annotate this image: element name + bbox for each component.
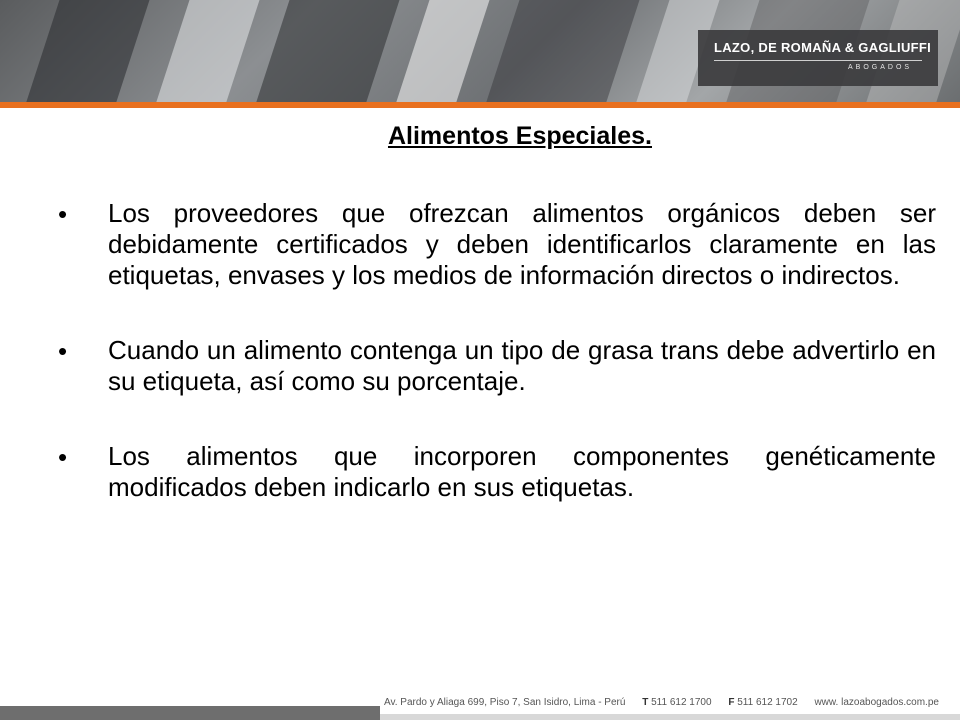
- brand-name: LAZO, DE ROMAÑA & GAGLIUFFI: [714, 40, 932, 55]
- bullet-text: Los proveedores que ofrezcan alimentos orgánicos deben ser debidamente certificados y deben identificarlos claramente en las etiquetas, envases y los medios de información directos o indirectos.: [108, 198, 936, 290]
- brand-logo-box: [698, 30, 938, 86]
- footer-website-link[interactable]: www. lazoabogados.com.pe: [814, 697, 939, 708]
- footer-contact-line: [384, 697, 954, 711]
- bullet-icon: •: [58, 199, 68, 229]
- bullet-icon: •: [58, 336, 68, 366]
- footer-light-bar: [380, 714, 960, 720]
- brand-divider: [714, 60, 922, 61]
- footer-dark-bar: [0, 706, 380, 720]
- footer-phone: 511 612 1700: [651, 697, 712, 708]
- building-facade-stripe: [238, 0, 413, 102]
- header-accent-bar: [0, 102, 960, 108]
- list-item: [56, 335, 936, 397]
- header-photo-banner: [0, 0, 960, 102]
- building-facade-stripe: [468, 0, 653, 102]
- bullet-text: Los alimentos que incorporen componentes genéticamente modificados deben indicarlo en sus etiquetas.: [108, 441, 936, 502]
- footer-phone-label: T: [642, 697, 649, 708]
- brand-subtitle: ABOGADOS: [848, 64, 913, 71]
- footer-address: Av. Pardo y Aliaga 699, Piso 7, San Isidro, Lima - Perú: [384, 697, 626, 708]
- footer-fax: 511 612 1702: [737, 697, 798, 708]
- building-facade-stripe: [8, 0, 163, 102]
- bullet-list: [56, 198, 936, 547]
- slide-title: Alimentos Especiales.: [387, 122, 652, 150]
- building-facade-stripe: [138, 0, 273, 102]
- list-item: [56, 198, 936, 291]
- bullet-text: Cuando un alimento contenga un tipo de grasa trans debe advertirlo en su etiqueta, así como su porcentaje.: [108, 335, 936, 396]
- building-facade-stripe: [378, 0, 503, 102]
- bullet-icon: •: [58, 442, 68, 472]
- list-item: [56, 441, 936, 503]
- footer-fax-label: F: [728, 697, 735, 708]
